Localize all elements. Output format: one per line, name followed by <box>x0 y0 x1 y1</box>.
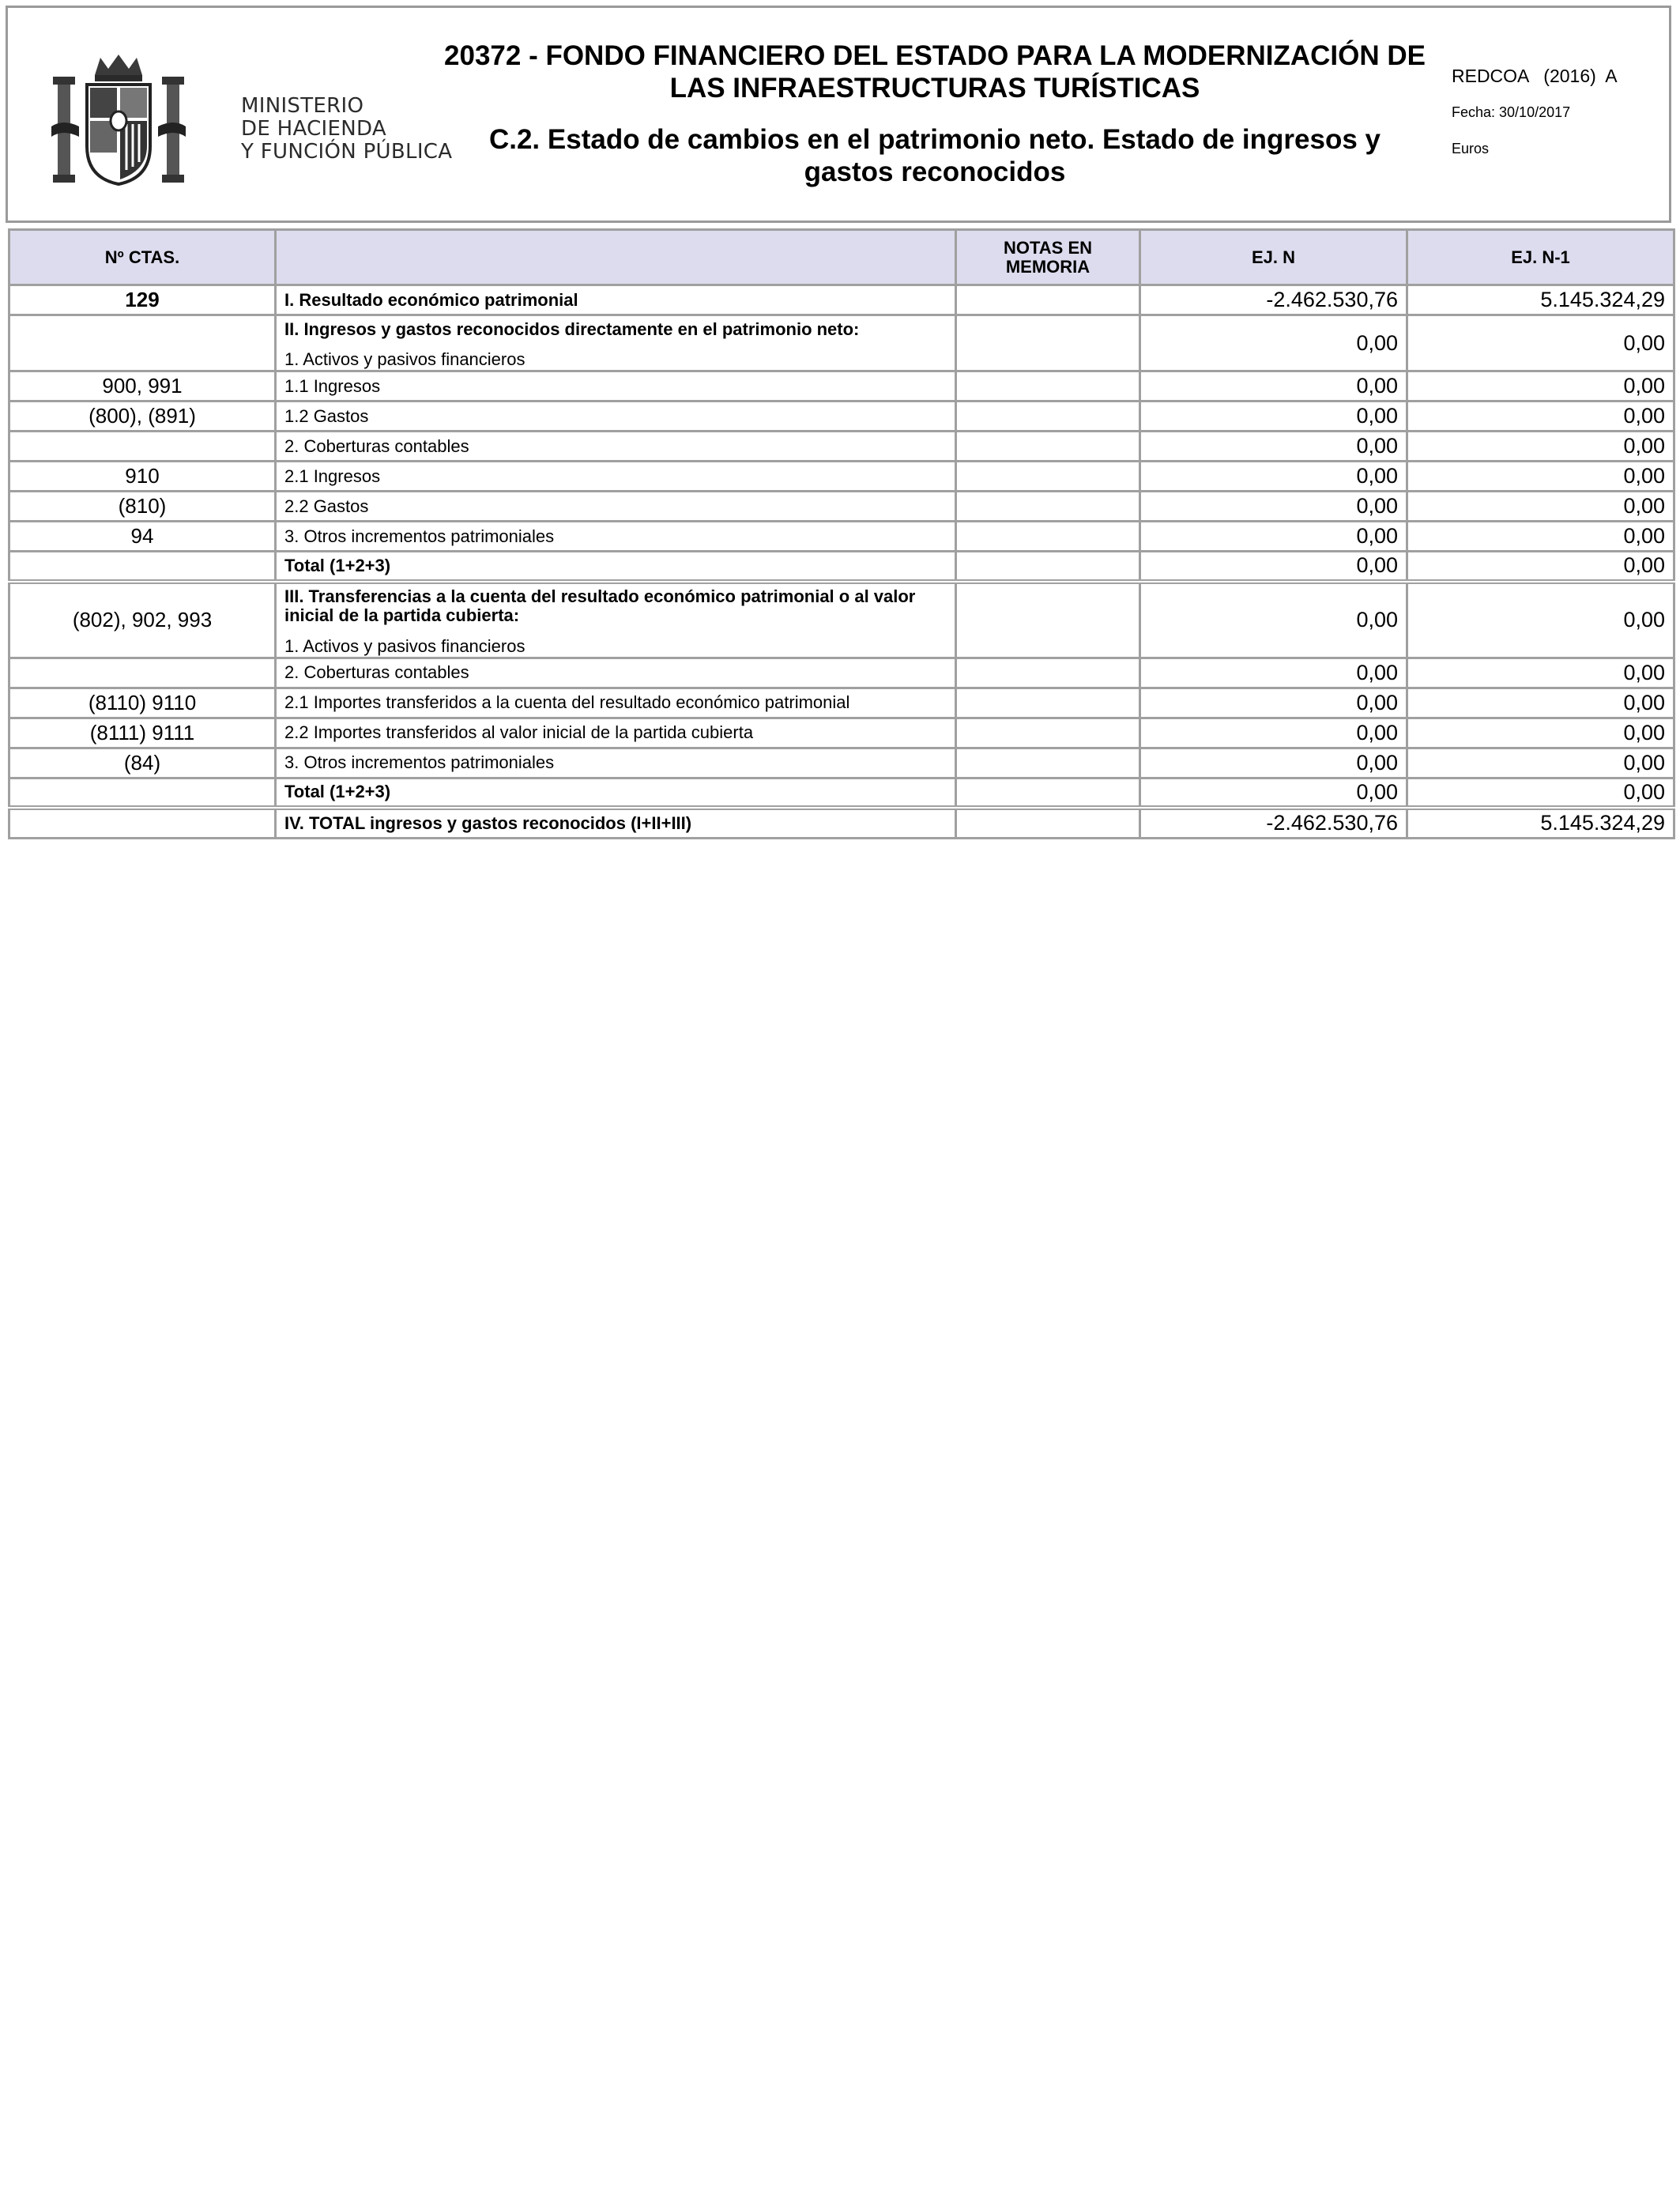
row-notas <box>956 522 1140 552</box>
coat-of-arms-icon <box>51 51 186 190</box>
row-cta: (800), (891) <box>9 401 276 432</box>
report-header <box>6 6 1671 223</box>
col-header-ej-n1: EJ. N-1 <box>1407 230 1674 285</box>
table-row <box>9 315 1674 371</box>
row-notas <box>956 432 1140 462</box>
row-value-n: 0,00 <box>1140 462 1407 492</box>
section-heading: II. Ingresos y gastos reconocidos directamente en el patrimonio neto: <box>284 319 860 339</box>
row-cta <box>9 315 276 371</box>
ministry-line-2: DE HACIENDA <box>241 117 386 141</box>
ministry-line-1: MINISTERIO <box>241 94 364 118</box>
row-description: Total (1+2+3) <box>276 552 956 582</box>
row-cta <box>9 778 276 808</box>
row-value-n1: 0,00 <box>1407 315 1674 371</box>
row-notas <box>956 401 1140 432</box>
row-value-n: 0,00 <box>1140 748 1407 778</box>
row-notas <box>956 658 1140 688</box>
table-row <box>9 432 1674 462</box>
col-header-notas: NOTAS EN MEMORIA <box>956 230 1140 285</box>
row-value-n: 0,00 <box>1140 401 1407 432</box>
row-description: 1.2 Gastos <box>276 401 956 432</box>
row-notas <box>956 285 1140 315</box>
row-value-n: 0,00 <box>1140 658 1407 688</box>
table-row <box>9 552 1674 582</box>
row-value-n: 0,00 <box>1140 432 1407 462</box>
col-header-ej-n: EJ. N <box>1140 230 1407 285</box>
row-value-n: 0,00 <box>1140 688 1407 718</box>
row-value-n1: 0,00 <box>1407 778 1674 808</box>
table-row <box>9 658 1674 688</box>
row-value-n1: 0,00 <box>1407 462 1674 492</box>
main-title: 20372 - FONDO FINANCIERO DEL ESTADO PARA LA MODERNIZACIÓN DE LAS INFRAESTRUCTURAS TURÍSTICAS <box>444 40 1426 104</box>
row-value-n: 0,00 <box>1140 718 1407 748</box>
row-description: 3. Otros incrementos patrimoniales <box>276 748 956 778</box>
table-row <box>9 522 1674 552</box>
row-description: 2.1 Ingresos <box>276 462 956 492</box>
row-notas <box>956 778 1140 808</box>
row-value-n: -2.462.530,76 <box>1140 285 1407 315</box>
ministry-logo <box>51 51 453 190</box>
row-value-n1: 0,00 <box>1407 371 1674 401</box>
row-notas <box>956 315 1140 371</box>
row-description: Total (1+2+3) <box>276 778 956 808</box>
row-subitem: 1. Activos y pasivos financieros <box>284 635 525 656</box>
currency-label: Euros <box>1452 141 1490 156</box>
redcoa-code: REDCOA (2016) A <box>1452 66 1618 86</box>
report-meta <box>1452 65 1618 157</box>
row-cta <box>9 808 276 838</box>
row-value-n: 0,00 <box>1140 522 1407 552</box>
row-notas <box>956 371 1140 401</box>
row-cta: 900, 991 <box>9 371 276 401</box>
income-expense-table <box>8 228 1675 839</box>
row-notas <box>956 718 1140 748</box>
table-row <box>9 371 1674 401</box>
row-description: I. Resultado económico patrimonial <box>276 285 956 315</box>
table-row <box>9 582 1674 658</box>
row-notas <box>956 582 1140 658</box>
row-notas <box>956 552 1140 582</box>
row-description: 2. Coberturas contables <box>276 432 956 462</box>
row-value-n1: 0,00 <box>1407 552 1674 582</box>
table-row <box>9 718 1674 748</box>
row-description: IV. TOTAL ingresos y gastos reconocidos (I+II+III) <box>276 808 956 838</box>
report-date: Fecha: 30/10/2017 <box>1452 104 1571 120</box>
col-header-description <box>276 230 956 285</box>
row-cta: (8110) 9110 <box>9 688 276 718</box>
row-value-n: -2.462.530,76 <box>1140 808 1407 838</box>
table-row-total <box>9 808 1674 838</box>
row-value-n1: 0,00 <box>1407 582 1674 658</box>
row-value-n: 0,00 <box>1140 315 1407 371</box>
table-row <box>9 401 1674 432</box>
row-value-n1: 0,00 <box>1407 658 1674 688</box>
section-heading: III. Transferencias a la cuenta del resultado económico patrimonial o al valor inicial de la partida cubierta: <box>284 586 916 625</box>
row-cta: (8111) 9111 <box>9 718 276 748</box>
row-cta: (802), 902, 993 <box>9 582 276 658</box>
row-description: 2. Coberturas contables <box>276 658 956 688</box>
row-notas <box>956 808 1140 838</box>
row-cta: (810) <box>9 492 276 522</box>
col-header-ctas: Nº CTAS. <box>9 230 276 285</box>
row-value-n1: 0,00 <box>1407 432 1674 462</box>
row-cta: 910 <box>9 462 276 492</box>
row-value-n1: 0,00 <box>1407 748 1674 778</box>
table-row <box>9 492 1674 522</box>
ministry-name <box>241 95 452 164</box>
row-notas <box>956 462 1140 492</box>
row-value-n: 0,00 <box>1140 778 1407 808</box>
row-value-n1: 5.145.324,29 <box>1407 808 1674 838</box>
row-cta <box>9 552 276 582</box>
row-description: 1.1 Ingresos <box>276 371 956 401</box>
row-value-n: 0,00 <box>1140 492 1407 522</box>
row-description <box>276 315 956 371</box>
row-value-n1: 0,00 <box>1407 718 1674 748</box>
row-value-n1: 0,00 <box>1407 401 1674 432</box>
row-description <box>276 582 956 658</box>
row-notas <box>956 748 1140 778</box>
row-value-n: 0,00 <box>1140 371 1407 401</box>
table-header-row <box>9 230 1674 285</box>
table-row <box>9 748 1674 778</box>
row-value-n1: 0,00 <box>1407 492 1674 522</box>
row-value-n: 0,00 <box>1140 582 1407 658</box>
ministry-line-3: Y FUNCIÓN PÚBLICA <box>241 140 453 164</box>
row-description: 2.2 Importes transferidos al valor inicial de la partida cubierta <box>276 718 956 748</box>
row-value-n: 0,00 <box>1140 552 1407 582</box>
row-cta: (84) <box>9 748 276 778</box>
report-titles <box>441 40 1429 188</box>
row-description: 2.1 Importes transferidos a la cuenta del resultado económico patrimonial <box>276 688 956 718</box>
row-notas <box>956 688 1140 718</box>
row-value-n1: 0,00 <box>1407 688 1674 718</box>
table-row <box>9 688 1674 718</box>
table-row <box>9 462 1674 492</box>
table-row <box>9 285 1674 315</box>
sub-title: C.2. Estado de cambios en el patrimonio neto. Estado de ingresos y gastos reconocidos <box>488 124 1381 187</box>
table-row <box>9 778 1674 808</box>
row-cta: 129 <box>9 285 276 315</box>
row-description: 2.2 Gastos <box>276 492 956 522</box>
row-subitem: 1. Activos y pasivos financieros <box>284 349 525 369</box>
row-notas <box>956 492 1140 522</box>
row-value-n1: 5.145.324,29 <box>1407 285 1674 315</box>
row-cta <box>9 658 276 688</box>
row-description: 3. Otros incrementos patrimoniales <box>276 522 956 552</box>
row-cta <box>9 432 276 462</box>
row-cta: 94 <box>9 522 276 552</box>
row-value-n1: 0,00 <box>1407 522 1674 552</box>
